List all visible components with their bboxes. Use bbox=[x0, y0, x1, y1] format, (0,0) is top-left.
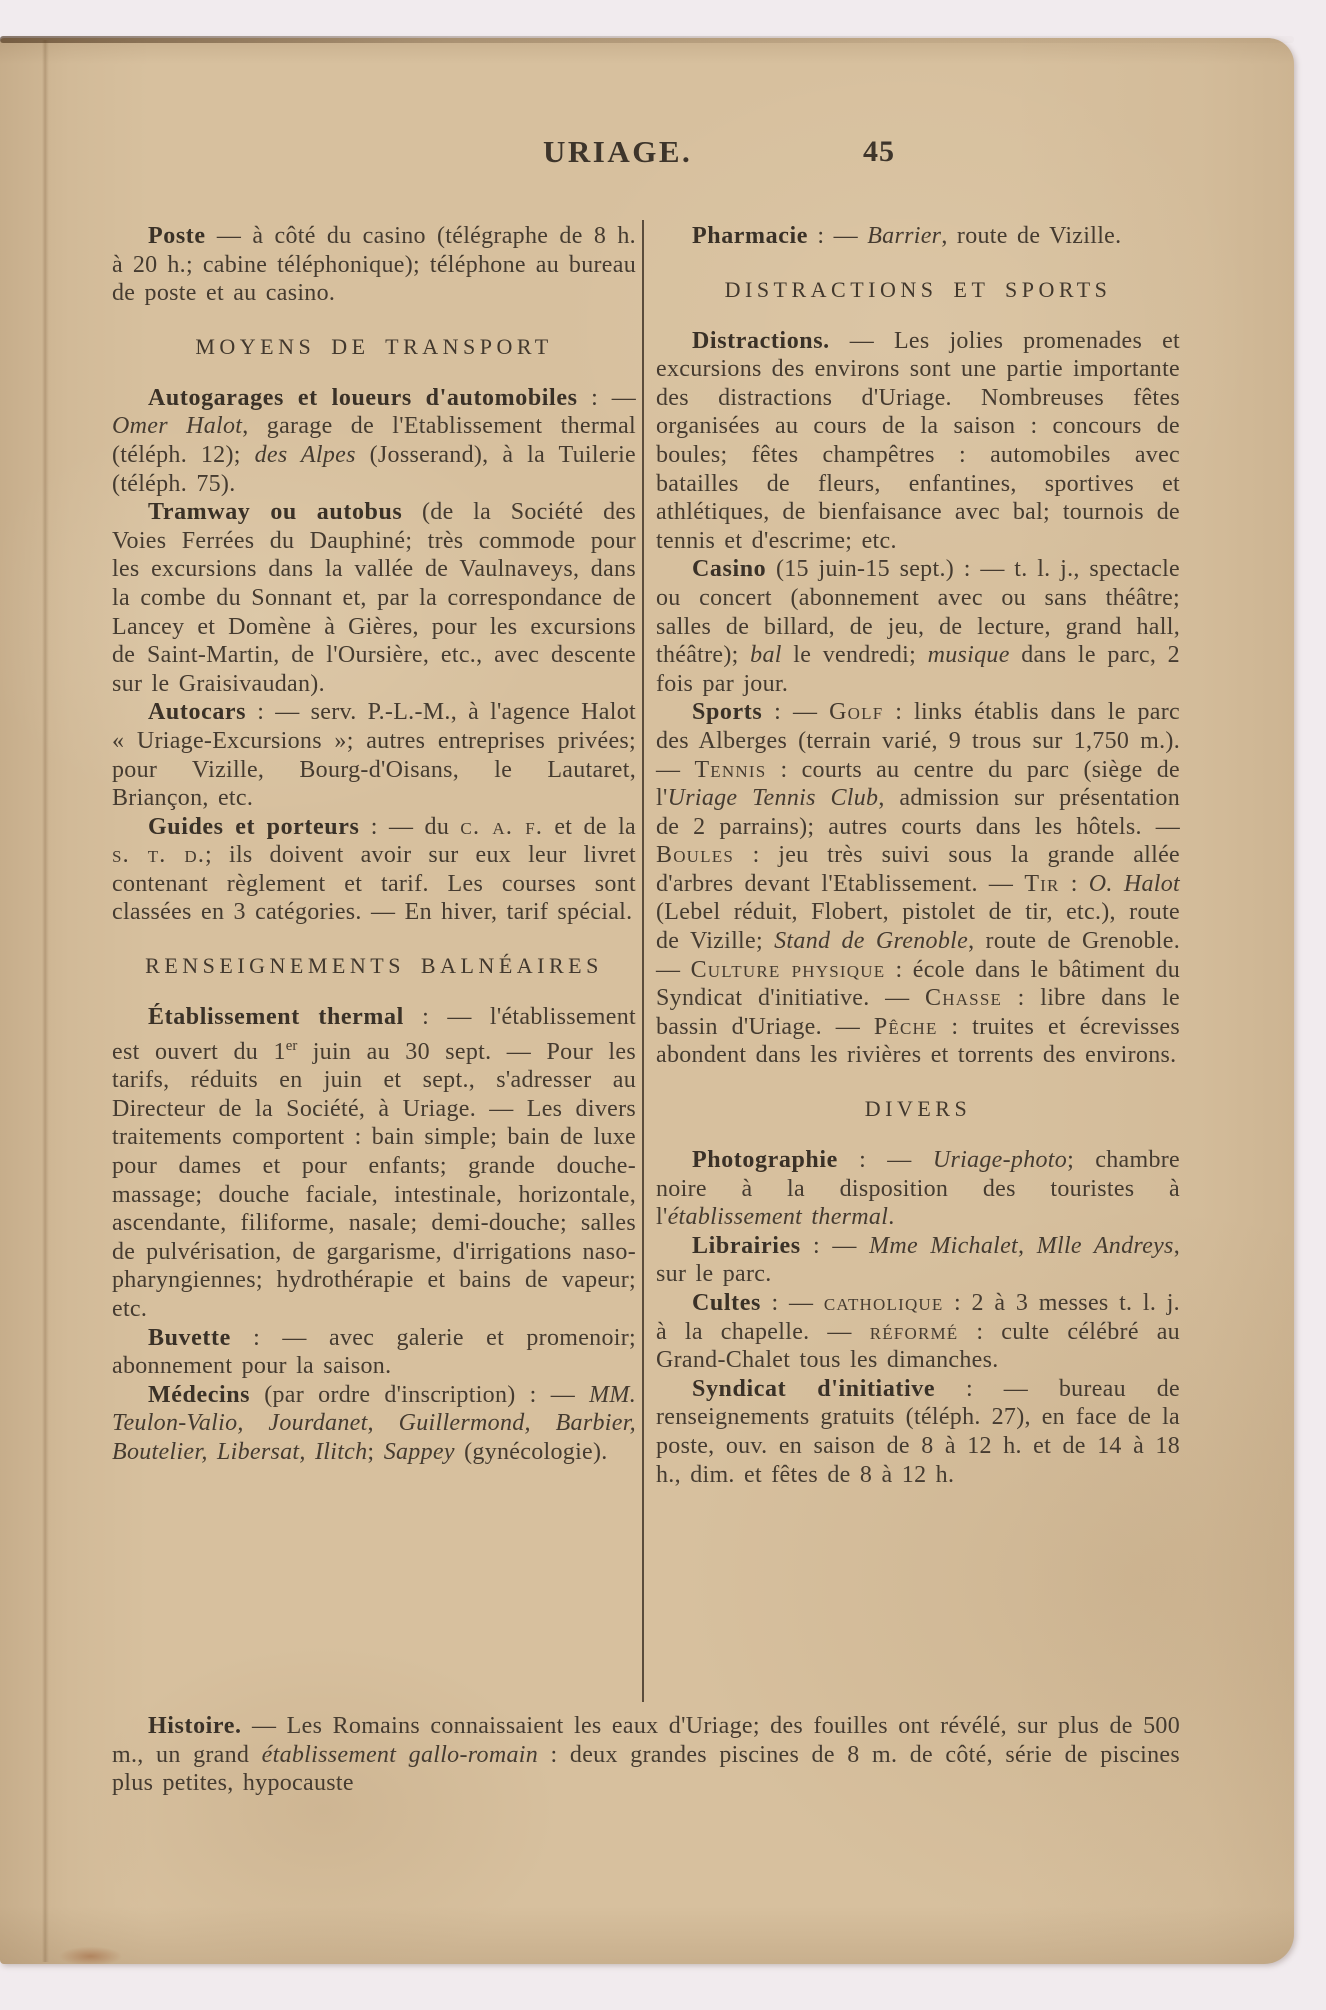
section-heading-divers: DIVERS bbox=[864, 1096, 972, 1122]
para-histoire: Histoire. — Les Romains connaissaient les eaux d'Uriage; des fouilles ont révélé, sur plus de 500 m., un grand établissement gallo-romain : deux grandes piscines de 8 m. de côté, série de piscines plus petites, hypocauste bbox=[112, 1713, 1181, 1797]
para-poste: Poste — à côté du casino (télégraphe de 8 h. à 20 h.; cabine téléphonique); téléphone au bureau de poste et au casino. bbox=[112, 223, 636, 307]
footer-histoire bbox=[112, 1712, 1180, 1798]
right-column bbox=[656, 222, 1180, 1489]
section-heading-moyens-de-transport: MOYENS DE TRANSPORT bbox=[195, 333, 553, 359]
section-heading-distractions-et-sports: DISTRACTIONS ET SPORTS bbox=[724, 276, 1112, 302]
para-cultes: Cultes : — catholique : 2 à 3 messes t. l. j. à la chapelle. — réformé : culte célébré au Grand-Chalet tous les dimanches. bbox=[656, 1290, 1180, 1374]
section-heading-renseignements-balneaires: RENSEIGNEMENTS BALNÉAIRES bbox=[145, 953, 603, 979]
fold-crease bbox=[42, 40, 49, 1962]
para-buvette: Buvette : — avec galerie et promenoir; abonnement pour la saison. bbox=[112, 1324, 636, 1380]
para-distractions: Distractions. — Les jolies promenades et excursions des environs sont une partie importante des distractions d'Uriage. Nombreuses fêtes organisées au cours de la saison : concours de boules; fêtes champêtres : automobiles avec batailles de fleurs, enfantines, sportives et athlétiques, de bienfaisance avec bal; tournois de tennis et d'escrime; etc. bbox=[656, 327, 1180, 554]
para-librairies: Librairies : — Mme Michalet, Mlle Andreys, sur le parc. bbox=[656, 1232, 1180, 1288]
para-syndicat: Syndicat d'initiative : — bureau de renseignements gratuits (téléph. 27), en face de la poste, ouv. en saison de 8 à 12 h. et de 14 à 18 h., dim. et fêtes de 8 à 12 h. bbox=[656, 1375, 1180, 1488]
para-casino: Casino (15 juin-15 sept.) : — t. l. j., spectacle ou concert (abonnement avec ou sans théâtre; salles de billard, de jeu, de lecture, grand hall, théâtre); bal le vendredi; musique dans le parc, 2 fois par jour. bbox=[656, 556, 1180, 697]
para-autogarages: Autogarages et loueurs d'automobiles : — Omer Halot, garage de l'Etablissement thermal (téléph. 12); des Alpes (Josserand), à la Tuilerie (téléph. 75). bbox=[112, 384, 637, 497]
left-column bbox=[112, 222, 636, 1467]
para-pharmacie: Pharmacie : — Barrier, route de Vizille. bbox=[692, 223, 1122, 249]
para-photographie: Photographie : — Uriage-photo; chambre noire à la disposition des touristes à l'établissement thermal. bbox=[656, 1147, 1180, 1231]
para-etablissement-thermal: Établissement thermal : — l'établissement est ouvert du 1er juin au 30 sept. — Pour les tarifs, réduits en juin et sept., s'adresser au Directeur de la Société, à Uriage. — Les divers traitements comportent : bain simple; bain de luxe pour dames et pour enfants; grande douche-massage; douche faciale, intestinale, horizontale, ascendante, filiforme, nasale; demi-douche; salles de pulvérisation, de gargarisme, d'irrigations naso-pharyngiennes; hydrothérapie et bains de vapeur; etc. bbox=[112, 1004, 636, 1322]
para-tramway: Tramway ou autobus (de la Société des Voies Ferrées du Dauphiné; très commode pour les excursions dans la vallée de Vaulnaveys, dans la combe du Sonnant et, par la correspondance de Lancey et Domène à Gières, pour les excursions de Saint-Martin, de l'Oursière, etc., avec descente sur le Graisivaudan). bbox=[112, 499, 636, 697]
para-autocars: Autocars : — serv. P.-L.-M., à l'agence Halot « Uriage-Excursions »; autres entreprises privées; pour Vizille, Bourg-d'Oisans, le Lautaret, Briançon, etc. bbox=[112, 699, 636, 812]
para-guides: Guides et porteurs : — du c. a. f. et de la s. t. d.; ils doivent avoir sur eux leur livret contenant règlement et tarif. Les courses sont classées en 3 catégories. — En hiver, tarif spécial. bbox=[112, 813, 637, 926]
para-medecins: Médecins (par ordre d'inscription) : — MM. Teulon-Valio, Jourdanet, Guillermond, Barbier, Boutelier, Libersat, Ilitch; Sappey (gynécologie). bbox=[112, 1381, 636, 1465]
para-sports: Sports : — Golf : links établis dans le parc des Alberges (terrain varié, 9 trous sur 1,750 m.). — Tennis : courts au centre du parc (siège de l'Uriage Tennis Club, admission sur présentation de 2 parrains); autres courts dans les hôtels. — Boules : jeu très suivi sous la grande allée d'arbres devant l'Etablissement. — Tir : O. Halot (Lebel réduit, Flobert, pistolet de tir, etc.), route de Vizille; Stand de Grenoble, route de Grenoble. — Culture physique : école dans le bâtiment du Syndicat d'initiative. — Chasse : libre dans le bassin d'Uriage. — Pêche : truites et écrevisses abondent dans les rivières et torrents des environs. bbox=[656, 699, 1181, 1069]
column-divider bbox=[642, 220, 644, 1702]
running-title: URIAGE. bbox=[543, 134, 693, 169]
page-number: 45 bbox=[863, 135, 895, 168]
paper-top-edge bbox=[0, 36, 1294, 43]
